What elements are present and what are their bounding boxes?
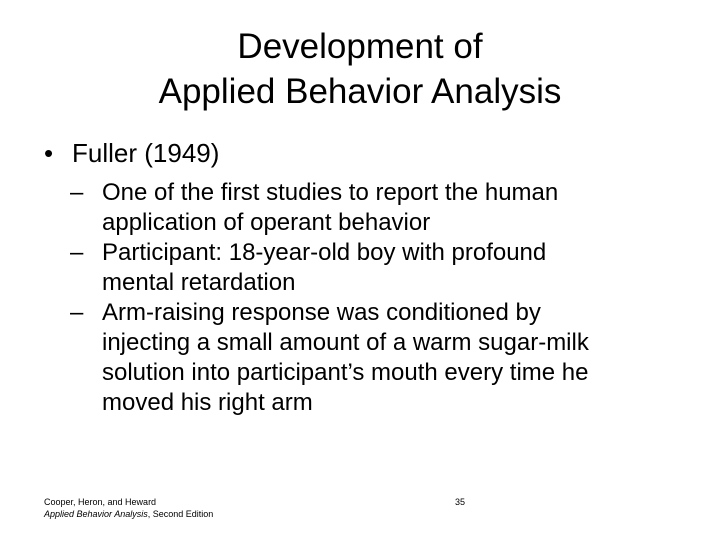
page-number: 35 — [455, 497, 466, 507]
sub-bullet-item-3 — [70, 298, 710, 418]
sub-bullet-line: injecting a small amount of a warm sugar-milk — [102, 329, 589, 356]
sub-bullet-item-2 — [70, 238, 710, 298]
main-bullet — [44, 136, 219, 170]
dash-marker: – — [70, 239, 84, 266]
footer-book — [44, 508, 213, 520]
sub-bullet-line: One of the first studies to report the human — [102, 179, 559, 206]
slide-title — [0, 24, 720, 114]
footer-authors: Cooper, Heron, and Heward — [44, 497, 157, 507]
sub-bullet-list — [70, 178, 710, 418]
dash-marker: – — [70, 179, 84, 206]
dash-marker: – — [70, 299, 84, 326]
bullet-text: Fuller (1949) — [72, 138, 220, 168]
sub-bullet-line: moved his right arm — [102, 389, 313, 416]
footer-edition: , Second Edition — [147, 509, 214, 519]
title-line-2: Applied Behavior Analysis — [158, 72, 562, 111]
title-line-1: Development of — [237, 27, 483, 66]
sub-bullet-line: application of operant behavior — [102, 209, 431, 236]
sub-bullet-line: Arm-raising response was conditioned by — [102, 299, 541, 326]
sub-bullet-line: solution into participant’s mouth every time he — [102, 359, 589, 386]
footer-book-title: Applied Behavior Analysis — [44, 509, 148, 519]
bullet-marker: • — [44, 138, 54, 168]
footer-citation — [44, 496, 213, 520]
sub-bullet-item-1 — [70, 178, 710, 238]
sub-bullet-line: Participant: 18-year-old boy with profound — [102, 239, 547, 266]
sub-bullet-line: mental retardation — [102, 269, 296, 296]
